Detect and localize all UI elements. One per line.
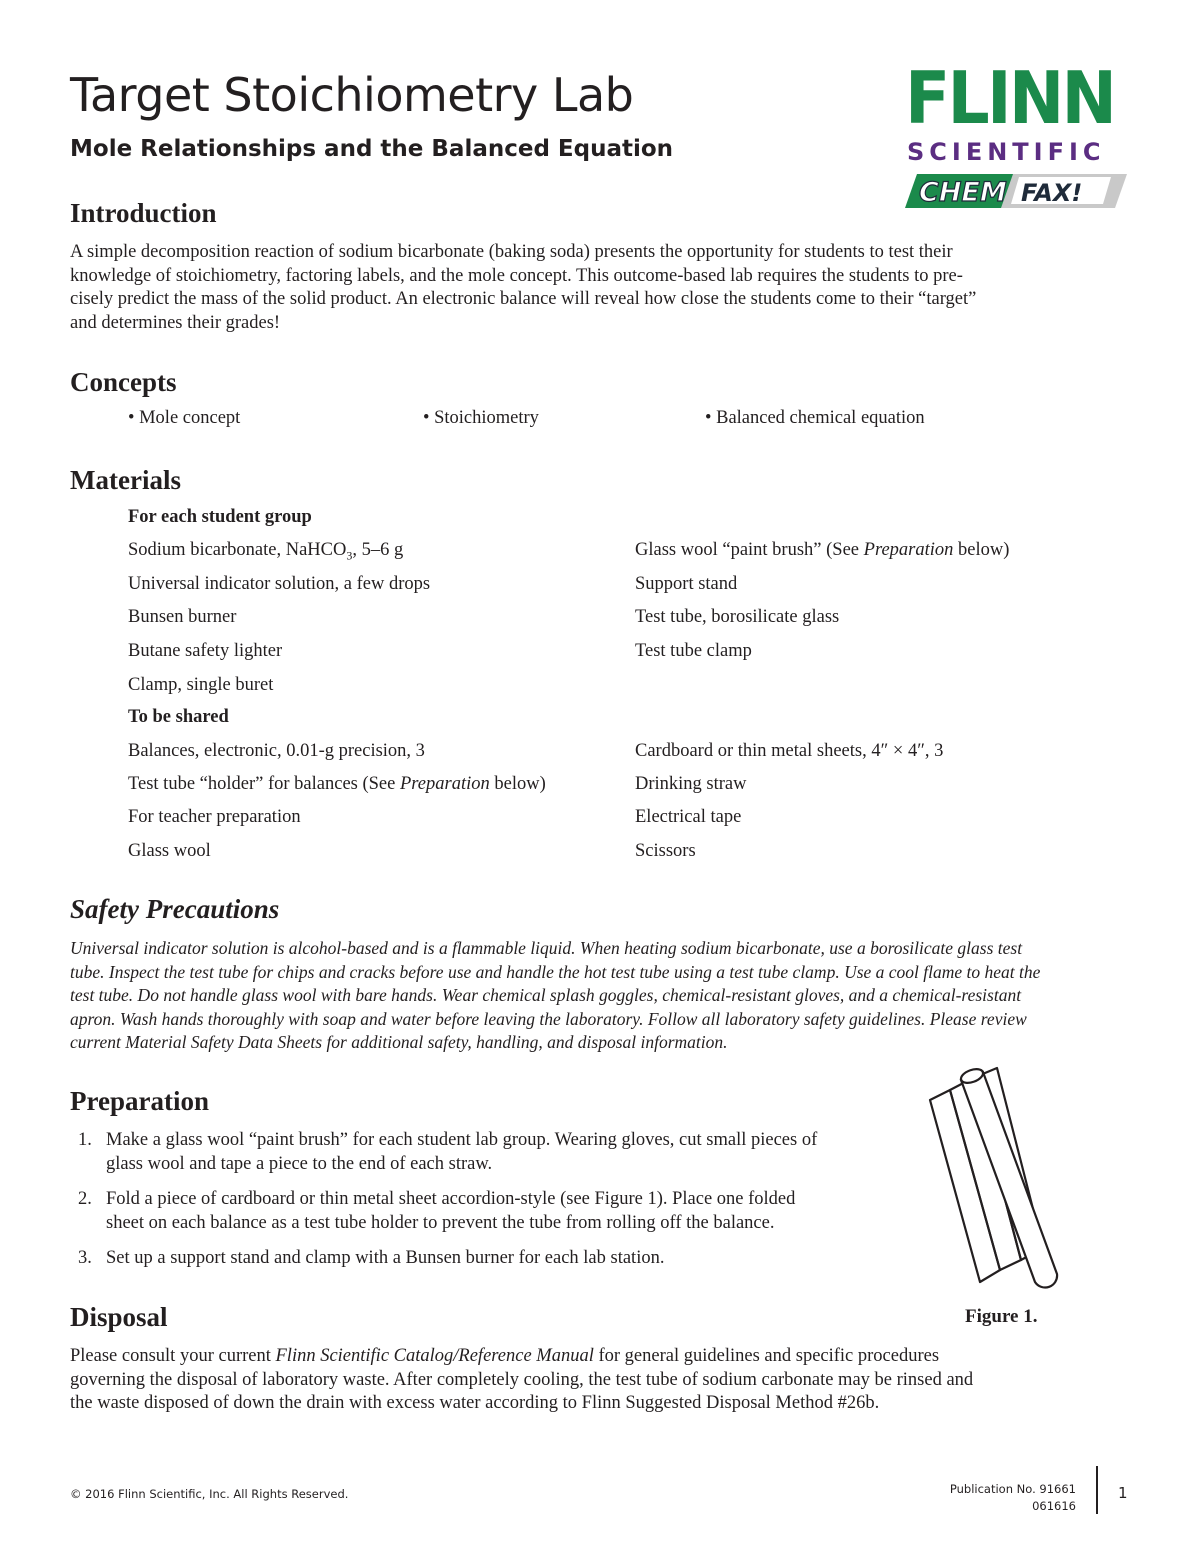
safety-line: test tube. Do not handle glass wool with bare hands. Wear chemical splash goggles, chemical-resistant gloves, and a chemical-resistant (70, 985, 1022, 1005)
publication-number: Publication No. 91661 (949, 1482, 1076, 1496)
step-number: 2. (78, 1189, 92, 1209)
disposal-line: Please consult your current Flinn Scientific Catalog/Reference Manual for general guidelines and specific procedures (70, 1346, 940, 1366)
concepts-list (128, 408, 1028, 434)
material-item: Sodium bicarbonate, NaHCO$_3$, 5–6 g (128, 540, 404, 563)
material-item: Cardboard or thin metal sheets, 4″ × 4″, 3 (635, 741, 944, 761)
materials-shared-label: To be shared (128, 707, 229, 727)
material-item: Test tube “holder” for balances (See Preparation below) (128, 774, 546, 794)
disposal-line: governing the disposal of laboratory waste. After completely cooling, the test tube of sodium carbonate may be rinsed and (70, 1369, 974, 1390)
material-item: Drinking straw (635, 774, 747, 794)
material-item: Butane safety lighter (128, 641, 283, 661)
material-item: Clamp, single buret (128, 675, 274, 695)
introduction-line: and determines their grades! (70, 312, 281, 333)
concept-item: • Stoichiometry (423, 408, 539, 428)
copyright: © 2016 Flinn Scientific, Inc. All Rights Reserved. (70, 1487, 349, 1501)
material-item: Bunsen burner (128, 607, 237, 627)
disposal-heading: Disposal (70, 1302, 168, 1332)
step-number: 1. (78, 1130, 92, 1150)
preparation-heading: Preparation (70, 1086, 209, 1116)
publication-info (876, 1481, 1076, 1515)
catalog-reference: Flinn Scientific Catalog/Reference Manual (275, 1346, 594, 1366)
figure-accordion-test-tube (925, 1060, 1095, 1300)
material-item: Support stand (635, 574, 738, 594)
page-number: 1 (1118, 1484, 1128, 1502)
introduction-heading: Introduction (70, 198, 217, 228)
page-subtitle: Mole Relationships and the Balanced Equation (70, 136, 674, 162)
preparation-step: 1. Make a glass wool “paint brush” for each student lab group. Wearing gloves, cut small pieces of glass wool and tape a piece to the end of each straw. (78, 1130, 818, 1174)
safety-text (70, 937, 1130, 1055)
material-item: Glass wool (128, 841, 211, 861)
material-item: Glass wool “paint brush” (See Preparation below) (635, 540, 1010, 560)
material-item: Universal indicator solution, a few drops (128, 574, 431, 594)
introduction-text (70, 241, 1130, 335)
material-item: Scissors (635, 841, 696, 861)
concepts-heading: Concepts (70, 367, 177, 397)
footer-divider (1096, 1466, 1098, 1514)
step-number: 3. (78, 1248, 92, 1268)
chemfax-logo (905, 170, 1127, 212)
disposal-text (70, 1345, 1130, 1416)
publication-code: 061616 (1032, 1499, 1076, 1513)
material-item: Test tube, borosilicate glass (635, 607, 840, 627)
safety-heading: Safety Precautions (70, 894, 280, 924)
materials-heading: Materials (70, 465, 181, 495)
page-title: Target Stoichiometry Lab (70, 68, 634, 122)
safety-line: current Material Safety Data Sheets for additional safety, handling, and disposal information. (70, 1032, 728, 1052)
preparation-step: 2. Fold a piece of cardboard or thin metal sheet accordion-style (see Figure 1). Place one folded sheet on each balance as a test tube holder to prevent the tube from rolling off the balance. (78, 1189, 796, 1233)
safety-line: apron. Wash hands thoroughly with soap and water before leaving the laboratory. Follow all laboratory safety guidelines. Please review (70, 1008, 1027, 1029)
concept-item: • Mole concept (128, 408, 241, 428)
introduction-line: cisely predict the mass of the solid product. An electronic balance will reveal how close the students come to their “target” (70, 289, 977, 309)
chemfax-fax-text: FAX! (1021, 179, 1083, 207)
material-item: For teacher preparation (128, 807, 301, 827)
safety-line: tube. Inspect the test tube for chips and cracks before use and handle the hot test tube using a test tube clamp. Use a cool flame to heat the (70, 961, 1041, 982)
introduction-line: A simple decomposition reaction of sodium bicarbonate (baking soda) presents the opportunity for students to test their (70, 242, 953, 262)
logo-scientific: SCIENTIFIC (907, 138, 1106, 166)
safety-line: Universal indicator solution is alcohol-based and is a flammable liquid. When heating sodium bicarbonate, use a borosilicate glass test (70, 938, 1023, 958)
introduction-line: knowledge of stoichiometry, factoring labels, and the mole concept. This outcome-based lab requires the students to pre- (70, 265, 963, 286)
material-item: Balances, electronic, 0.01-g precision, 3 (128, 741, 425, 761)
material-item: Electrical tape (635, 807, 742, 827)
chemfax-chem-text: CHEM (919, 177, 1007, 208)
disposal-line: the waste disposed of down the drain with excess water according to Flinn Suggested Disposal Method #26b. (70, 1393, 880, 1413)
concept-item: • Balanced chemical equation (705, 408, 925, 428)
material-item: Test tube clamp (635, 641, 752, 661)
figure-caption: Figure 1. (965, 1306, 1038, 1327)
preparation-step: 3. Set up a support stand and clamp with a Bunsen burner for each lab station. (78, 1248, 665, 1268)
materials-student-group-label: For each student group (128, 507, 312, 527)
logo-flinn: FLINN (905, 56, 1115, 140)
